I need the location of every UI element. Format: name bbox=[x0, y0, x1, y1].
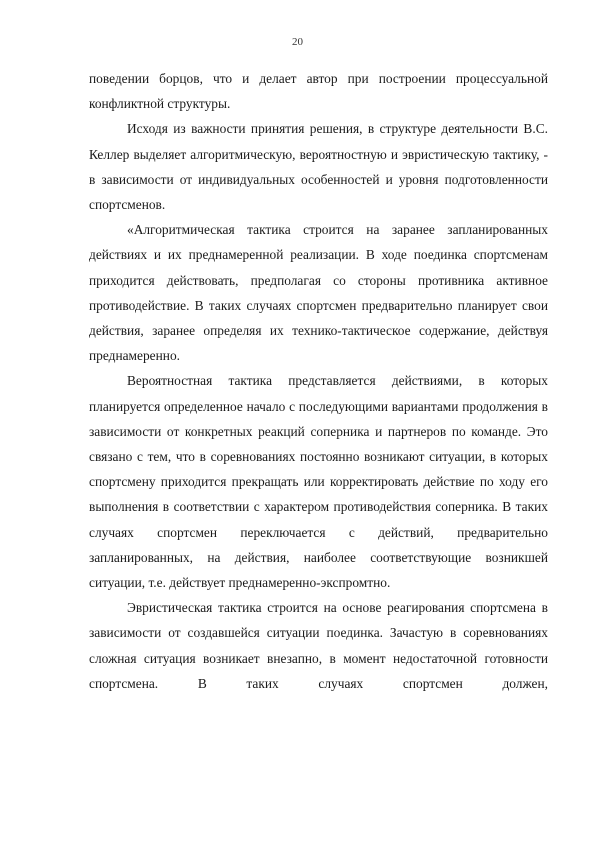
paragraph-tactics-intro: Исходя из важности принятия решения, в структуре деятельности В.С. Келлер выделяет алгоритмическую, вероятностную и эвристическую тактику, - в зависимости от индивидуальных особенностей и уровня подготовленности спортсменов. bbox=[89, 121, 548, 213]
paragraph-algorithmic-tactics: «Алгоритмическая тактика строится на заранее запланированных действиях и их преднамеренной реализации. В ходе поединка спортсменам приходится действовать, предполагая со стороны противника активное противодействие. В таких случаях спортсмен предварительно планирует свои действия, заранее определяя их технико-тактическое содержание, действуя преднамеренно. bbox=[89, 222, 548, 364]
text-body bbox=[89, 66, 548, 696]
paragraph-probabilistic-tactics: Вероятностная тактика представляется действиями, в которых планируется определенное начало с последующими вариантами продолжения в зависимости от конкретных реакций соперника и партнеров по команде. Это связано с тем, что в соревнованиях постоянно возникают ситуации, в которых спортсмену приходится прекращать или корректировать действие по ходу его выполнения в соответствии с характером противодействия соперника. В таких случаях спортсмен переключается с действий, предварительно запланированных, на действия, наиболее соответствующие возникшей ситуации, т.е. действует преднамеренно-экспромтно. bbox=[89, 373, 548, 591]
paragraph-heuristic-tactics: Эвристическая тактика строится на основе реагирования спортсмена в зависимости от создавшейся ситуации поединка. Зачастую в соревнованиях сложная ситуация возникает внезапно, в момент недостаточной готовности спортсмена. В таких случаях спортсмен должен, bbox=[89, 600, 548, 691]
page-number: 20 bbox=[292, 36, 303, 48]
paragraph-continuation: поведении борцов, что и делает автор при построении процессуальной конфликтной структуры. bbox=[89, 71, 548, 112]
